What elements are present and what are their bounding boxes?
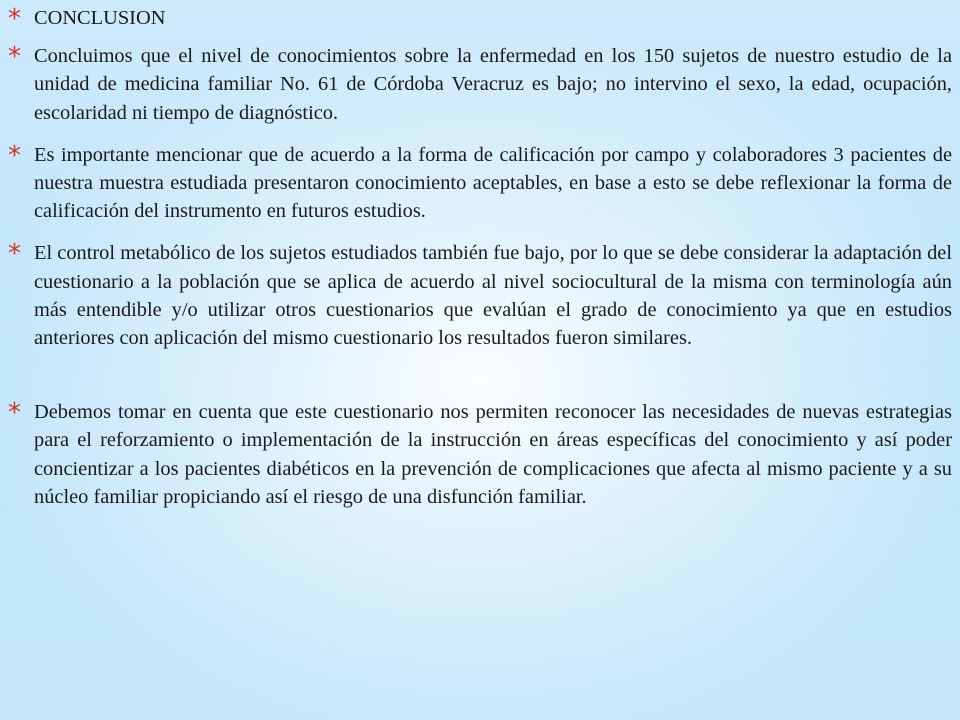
bullet-text: Es importante mencionar que de acuerdo a la forma de calificación por campo y colaboradores 3 pacientes de nuestra muestra estudiada presentaron conocimiento aceptables, en base a esto se debe reflexionar la forma de calificación del instrumento en futuros estudios. bbox=[34, 143, 952, 223]
bullet-text: CONCLUSION bbox=[34, 7, 166, 29]
bullet-concluimos bbox=[8, 42, 952, 127]
bullet-list bbox=[8, 4, 952, 511]
bullet-text: Debemos tomar en cuenta que este cuestionario nos permiten reconocer las necesidades de nuevas estrategias para el reforzamiento o implementación de la instrucción en áreas específicas del conocimiento y así poder concientizar a los pacientes diabéticos en la prevención de complicaciones que afecta al mismo paciente y a su núcleo familiar propiciando así el riesgo de una disfunción familiar. bbox=[34, 401, 952, 508]
bullet-conclusion-heading bbox=[8, 4, 952, 32]
asterisk-bullet-icon: * bbox=[8, 42, 21, 73]
asterisk-bullet-icon: * bbox=[8, 4, 21, 34]
asterisk-bullet-icon: * bbox=[8, 239, 21, 270]
bullet-text: El control metabólico de los sujetos estudiados también fue bajo, por lo que se debe considerar la adaptación del cuestionario a la población que se aplica de acuerdo al nivel sociocultural de la misma con terminología aún más entendible y/o utilizar otros cuestionarios que evalúan el grado de conocimiento ya que en estudios anteriores con aplicación del mismo cuestionario los resultados fueron similares. bbox=[34, 242, 952, 350]
bullet-text: Concluimos que el nivel de conocimientos sobre la enfermedad en los 150 sujetos de nuestro estudio de la unidad de medicina familiar No. 61 de Córdoba Veracruz es bajo; no intervino el sexo, la edad, ocupación, escolaridad ni tiempo de diagnóstico. bbox=[34, 45, 952, 124]
asterisk-bullet-icon: * bbox=[8, 140, 21, 171]
bullet-debemos bbox=[8, 398, 952, 511]
bullet-control-metabolico bbox=[8, 239, 952, 352]
bullet-es-importante bbox=[8, 141, 952, 226]
asterisk-bullet-icon: * bbox=[8, 398, 21, 429]
